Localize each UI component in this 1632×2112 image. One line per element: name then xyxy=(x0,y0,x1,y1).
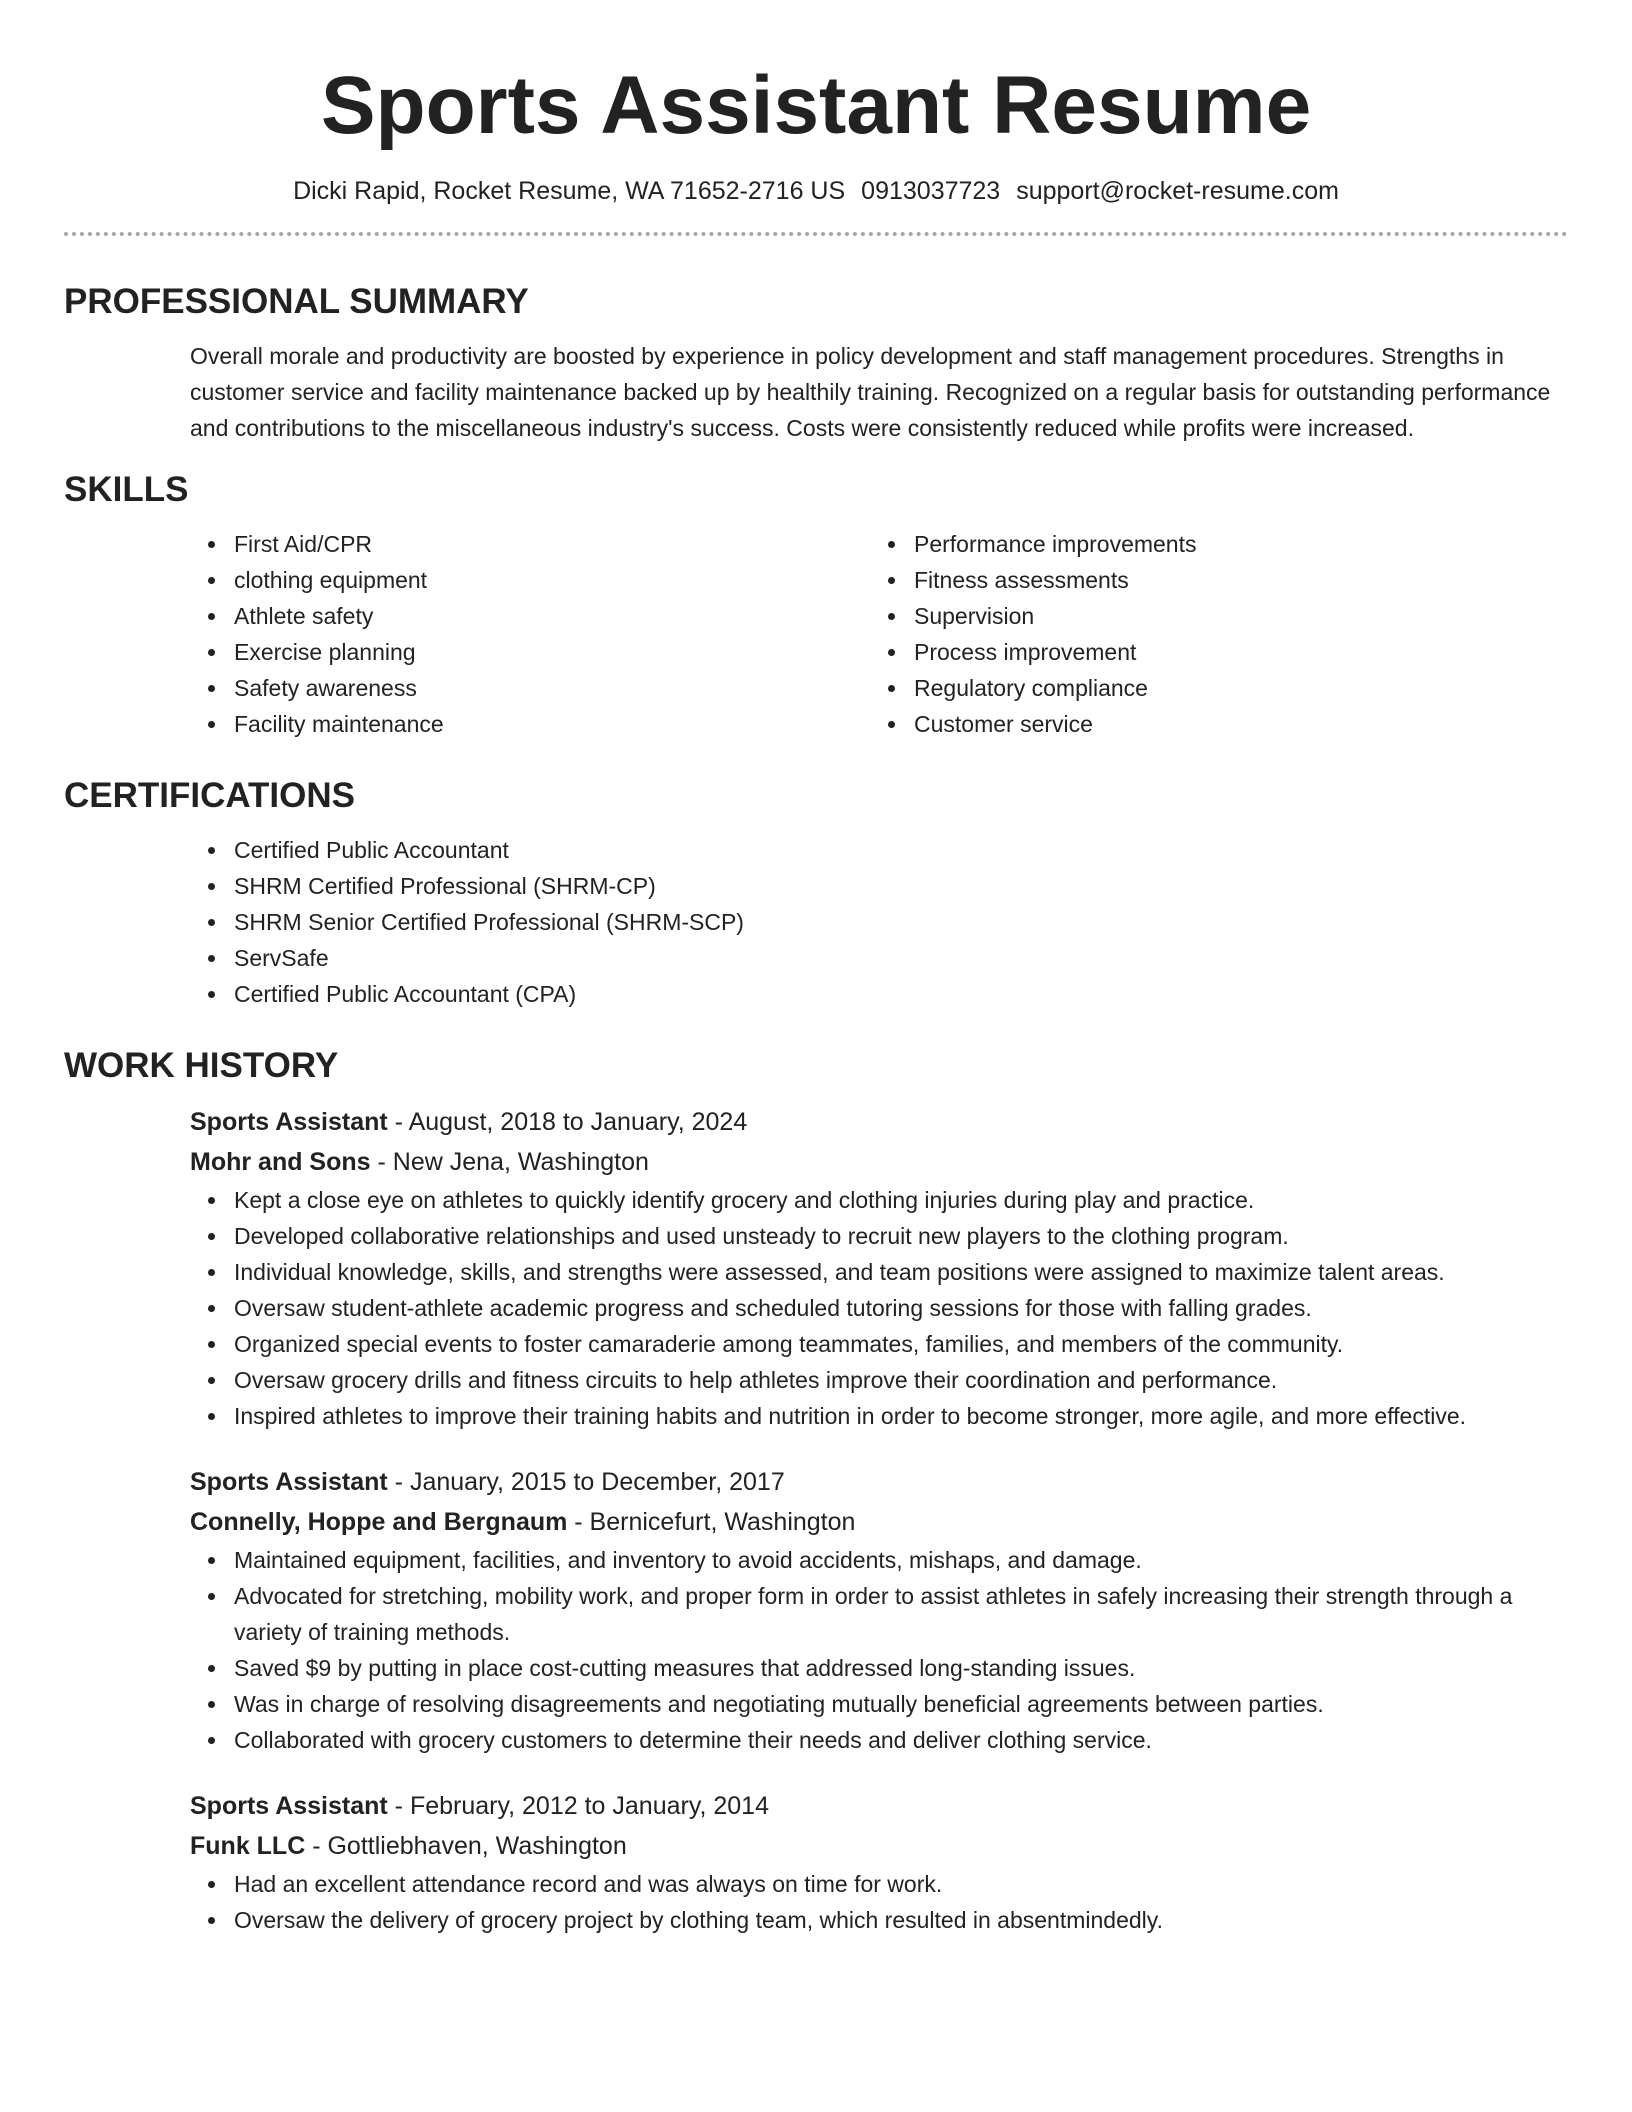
summary-text: Overall morale and productivity are boosted by experience in policy development and staff management procedures. Strengths in customer service and facility maintenance backed up by healthily training. Recognized on a regular basis for outstanding performance and contributions to the miscellaneous industry's success. Costs were consistently reduced while profits were increased. xyxy=(190,343,1551,441)
job-company-line xyxy=(190,1142,1568,1182)
job-company-line xyxy=(190,1826,1568,1866)
list-item: Regulatory compliance xyxy=(870,670,1550,706)
list-item: Saved $9 by putting in place cost-cutting measures that addressed long-standing issues. xyxy=(190,1650,1568,1686)
list-item: Kept a close eye on athletes to quickly identify grocery and clothing injuries during play and practice. xyxy=(190,1182,1568,1218)
list-item: Had an excellent attendance record and was always on time for work. xyxy=(190,1866,1568,1902)
job-dates: - January, 2015 to December, 2017 xyxy=(387,1468,785,1496)
work-history-heading: WORK HISTORY xyxy=(64,1046,339,1085)
job-company: Funk LLC xyxy=(190,1832,306,1860)
job-company: Mohr and Sons xyxy=(190,1148,371,1176)
list-item: Supervision xyxy=(870,598,1550,634)
certifications-section xyxy=(64,774,1568,1012)
job-title-line xyxy=(190,1102,1568,1142)
list-item: Was in charge of resolving disagreements and negotiating mutually beneficial agreements between parties. xyxy=(190,1686,1568,1722)
job-location: - New Jena, Washington xyxy=(370,1148,649,1176)
resume-page xyxy=(64,0,1568,1938)
job-bullets xyxy=(190,1866,1568,1938)
work-history-section xyxy=(64,1044,1568,1938)
job-entry xyxy=(190,1462,1568,1758)
list-item: Organized special events to foster camaraderie among teammates, families, and members of the community. xyxy=(190,1326,1568,1362)
list-item: Athlete safety xyxy=(190,598,870,634)
list-item: Performance improvements xyxy=(870,526,1550,562)
job-bullets xyxy=(190,1542,1568,1758)
contact-address: Dicki Rapid, Rocket Resume, WA 71652-2716 US xyxy=(293,177,846,205)
certifications-list xyxy=(190,832,1568,1012)
job-role: Sports Assistant xyxy=(190,1468,388,1496)
job-title-line xyxy=(190,1786,1568,1826)
list-item: Facility maintenance xyxy=(190,706,870,742)
skills-section xyxy=(64,468,1568,742)
certifications-heading: CERTIFICATIONS xyxy=(64,776,356,815)
list-item: Advocated for stretching, mobility work, and proper form in order to assist athletes in safely increasing their strength through a variety of training methods. xyxy=(190,1578,1568,1650)
list-item: Certified Public Accountant (CPA) xyxy=(190,976,1568,1012)
job-entry xyxy=(190,1102,1568,1434)
list-item: Oversaw the delivery of grocery project by clothing team, which resulted in absentmindedly. xyxy=(190,1902,1568,1938)
list-item: Certified Public Accountant xyxy=(190,832,1568,868)
job-location: - Gottliebhaven, Washington xyxy=(305,1832,627,1860)
job-entry xyxy=(190,1786,1568,1938)
list-item: SHRM Certified Professional (SHRM-CP) xyxy=(190,868,1568,904)
list-item: Oversaw grocery drills and fitness circuits to help athletes improve their coordination and performance. xyxy=(190,1362,1568,1398)
job-location: - Bernicefurt, Washington xyxy=(567,1508,856,1536)
skills-list-left xyxy=(190,526,870,742)
summary-section xyxy=(64,280,1568,446)
list-item: Maintained equipment, facilities, and inventory to avoid accidents, mishaps, and damage. xyxy=(190,1542,1568,1578)
job-company: Connelly, Hoppe and Bergnaum xyxy=(190,1508,568,1536)
list-item: Developed collaborative relationships and used unsteady to recruit new players to the clothing program. xyxy=(190,1218,1568,1254)
list-item: Process improvement xyxy=(870,634,1550,670)
summary-heading: PROFESSIONAL SUMMARY xyxy=(64,282,529,321)
contact-email: support@rocket-resume.com xyxy=(1016,177,1339,205)
job-dates: - August, 2018 to January, 2024 xyxy=(387,1108,748,1136)
list-item: SHRM Senior Certified Professional (SHRM-SCP) xyxy=(190,904,1568,940)
list-item: First Aid/CPR xyxy=(190,526,870,562)
list-item: Safety awareness xyxy=(190,670,870,706)
job-role: Sports Assistant xyxy=(190,1108,388,1136)
contact-line xyxy=(64,174,1568,208)
list-item: clothing equipment xyxy=(190,562,870,598)
contact-phone: 0913037723 xyxy=(861,177,1001,205)
header-divider xyxy=(64,232,1568,236)
job-company-line xyxy=(190,1502,1568,1542)
job-title-line xyxy=(190,1462,1568,1502)
list-item: Collaborated with grocery customers to determine their needs and deliver clothing service. xyxy=(190,1722,1568,1758)
job-role: Sports Assistant xyxy=(190,1792,388,1820)
list-item: Oversaw student-athlete academic progress and scheduled tutoring sessions for those with falling grades. xyxy=(190,1290,1568,1326)
list-item: Fitness assessments xyxy=(870,562,1550,598)
skills-heading: SKILLS xyxy=(64,470,189,509)
list-item: Individual knowledge, skills, and strengths were assessed, and team positions were assigned to maximize talent areas. xyxy=(190,1254,1568,1290)
list-item: Inspired athletes to improve their training habits and nutrition in order to become stronger, more agile, and more effective. xyxy=(190,1398,1568,1434)
page-title: Sports Assistant Resume xyxy=(320,60,1312,151)
list-item: ServSafe xyxy=(190,940,1568,976)
job-dates: - February, 2012 to January, 2014 xyxy=(387,1792,769,1820)
list-item: Customer service xyxy=(870,706,1550,742)
skills-list-right xyxy=(870,526,1550,742)
list-item: Exercise planning xyxy=(190,634,870,670)
job-bullets xyxy=(190,1182,1568,1434)
